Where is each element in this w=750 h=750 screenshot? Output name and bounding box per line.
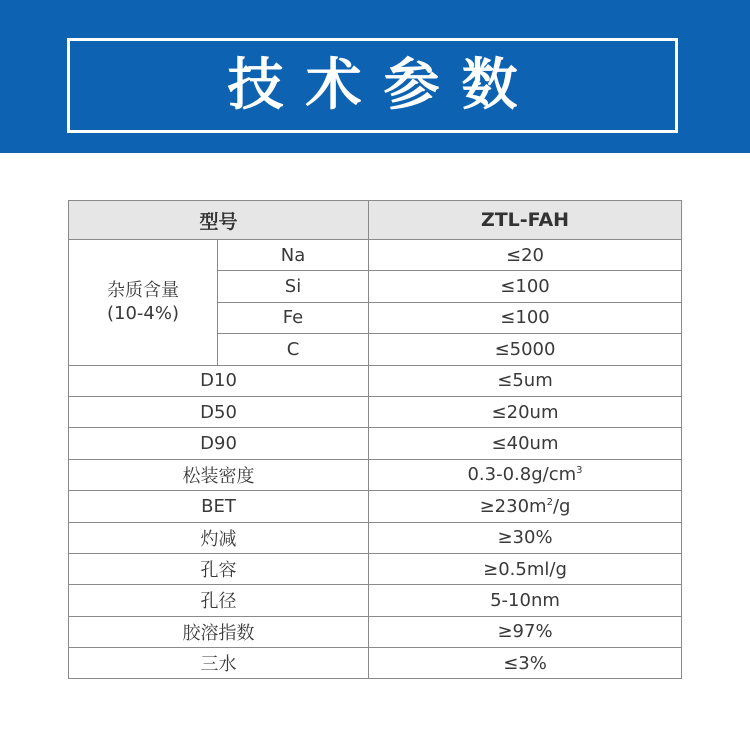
param-name: D50 — [69, 396, 369, 427]
impurity-value: ≤100 — [369, 271, 682, 302]
table-row — [69, 459, 682, 490]
param-name: 胶溶指数 — [69, 616, 369, 647]
impurity-value: ≤100 — [369, 302, 682, 333]
param-name: 灼减 — [69, 522, 369, 553]
header-model: ZTL-FAH — [369, 201, 682, 240]
table-row — [69, 648, 682, 679]
param-value-text: 0.3-0.8g/cm — [467, 464, 577, 486]
param-name: BET — [69, 491, 369, 522]
impurity-element: Fe — [218, 302, 369, 333]
page-title: 技术参数 — [227, 52, 540, 118]
table-row — [69, 616, 682, 647]
table-row — [69, 396, 682, 427]
table-header-row — [69, 201, 682, 240]
title-banner — [0, 0, 750, 153]
title-frame — [67, 38, 678, 133]
impurity-label-cell — [69, 240, 218, 366]
param-value: ≤3% — [369, 648, 682, 679]
param-value: ≤20um — [369, 396, 682, 427]
param-value — [369, 491, 682, 522]
param-value: ≥97% — [369, 616, 682, 647]
impurity-label: 杂质含量 — [107, 279, 179, 301]
param-value: ≥30% — [369, 522, 682, 553]
table-row — [69, 365, 682, 396]
header-label: 型号 — [69, 201, 369, 240]
impurity-element: Si — [218, 271, 369, 302]
impurity-element: Na — [218, 240, 369, 271]
table-row — [69, 240, 682, 271]
param-value: ≤5um — [369, 365, 682, 396]
table-row — [69, 553, 682, 584]
param-value-text: ≥230m — [479, 495, 547, 517]
table-row — [69, 491, 682, 522]
impurity-element: C — [218, 334, 369, 365]
param-value: 5-10nm — [369, 585, 682, 616]
impurity-value: ≤20 — [369, 240, 682, 271]
param-name: D10 — [69, 365, 369, 396]
impurity-value: ≤5000 — [369, 334, 682, 365]
param-name: 孔径 — [69, 585, 369, 616]
param-name: 孔容 — [69, 553, 369, 584]
param-value-tail: /g — [552, 495, 571, 517]
impurity-unit: (10-4%) — [107, 303, 179, 325]
param-value: ≥0.5ml/g — [369, 553, 682, 584]
param-name: 松装密度 — [69, 459, 369, 490]
spec-table — [68, 200, 682, 679]
param-value-superscript: 2 — [546, 496, 553, 508]
param-name: D90 — [69, 428, 369, 459]
param-name: 三水 — [69, 648, 369, 679]
param-value — [369, 459, 682, 490]
table-row — [69, 428, 682, 459]
table-row — [69, 585, 682, 616]
param-value: ≤40um — [369, 428, 682, 459]
param-value-superscript: 3 — [576, 465, 583, 477]
table-row — [69, 522, 682, 553]
